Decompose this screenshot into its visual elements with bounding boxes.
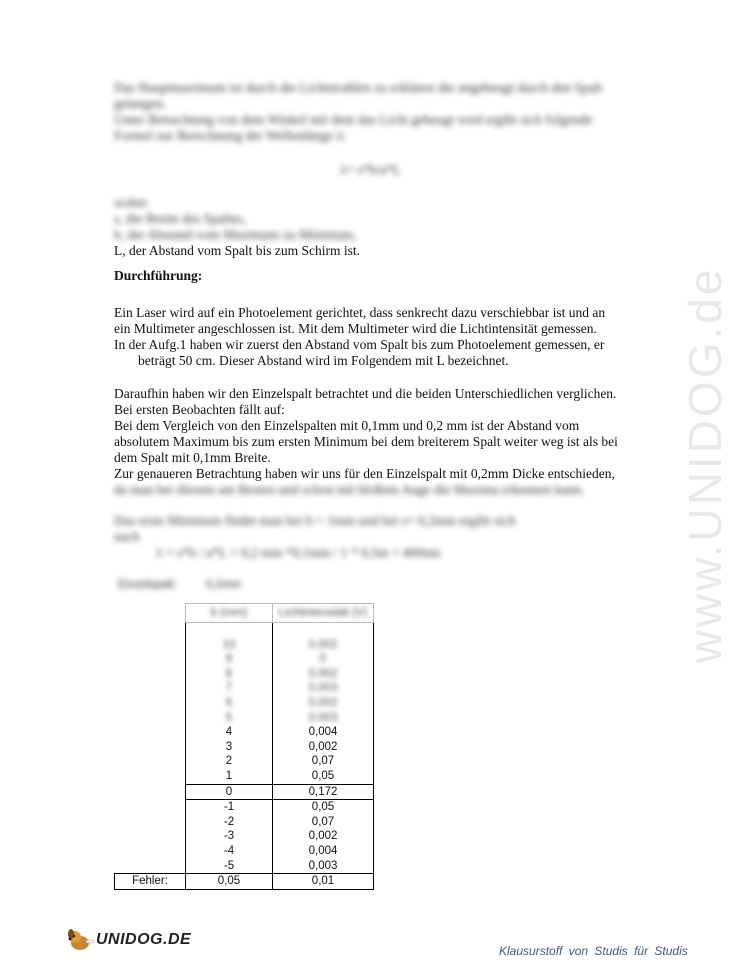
intro-line-4: Formel zur Berechnung der Wellenlänge λ:: [114, 128, 347, 143]
header-intensity: Lichtintensität (V): [273, 604, 374, 623]
table-row: 3 0,002: [115, 740, 374, 755]
intro-line-1: Das Hauptmaximum ist durch die Lichtstrahlen zu erklären die ungebeugt durch den Spalt: [114, 80, 603, 95]
p1-line-1: Ein Laser wird auf ein Photoelement gerichtet, dass senkrecht dazu verschiebbar ist und an: [114, 305, 606, 320]
error-label: Fehler:: [115, 874, 186, 890]
table-row: -3 0,002: [115, 829, 374, 844]
table-row: 6 0,002: [115, 696, 374, 711]
p1-line-3: In der Aufg.1 haben wir zuerst den Abstand vom Spalt bis zum Photoelement gemessen, er: [114, 337, 605, 352]
table-row: 5 0,003: [115, 711, 374, 726]
table-row: 2 0,07: [115, 754, 374, 769]
def-L: L, der Abstand vom Spalt bis zum Schirm ist.: [114, 243, 360, 258]
calc-line-3: λ = s*b / a*L = 0,2 mm *0,1mm / 1 * 0,5m = 400nm: [156, 545, 441, 560]
calc-line-1: Das erste Minimum findet man bei b = 1mm und bei s= 0,2mm ergibt sich: [114, 513, 516, 528]
footer-slogan: Klausurstoff von Studis für Studis: [499, 944, 688, 958]
table-row: 10 0,002: [115, 638, 374, 653]
error-row: Fehler: 0,05 0,01: [115, 874, 374, 890]
intensity-table: [114, 603, 374, 890]
calc-line-2: nach: [114, 529, 140, 544]
header-b: b (mm): [186, 604, 273, 623]
p2-line-4: absolutem Maximum bis zum ersten Minimum bei dem breiterem Spalt weiter weg ist als bei: [114, 434, 618, 449]
p2-line-6: Zur genaueren Betrachtung haben wir uns für den Einzelspalt mit 0,2mm Dicke entschieden,: [114, 466, 615, 481]
formula: λ= s*b/a*L: [340, 162, 402, 177]
table-row: 7 0,003: [115, 681, 374, 696]
p2-line-7: da man bei diesem am Besten und schon mit bloßem Auge die Maxima erkennen kann.: [114, 482, 585, 497]
table-row: 4 0,004: [115, 725, 374, 740]
table-caption-value: 0,2mm: [206, 579, 242, 591]
table-row: -1 0,05: [115, 800, 374, 815]
table-caption-label: Einzelspalt:: [118, 579, 177, 591]
table-row: 9 0: [115, 652, 374, 667]
dog-icon: [66, 928, 96, 952]
def-s: s, die Breite des Spaltes,: [114, 211, 246, 226]
table-row: -5 0,003: [115, 859, 374, 874]
table-row: -2 0,07: [115, 815, 374, 830]
p1-line-4: beträgt 50 cm. Dieser Abstand wird im Folgendem mit L bezeichnet.: [138, 353, 509, 368]
p2-line-1: Daraufhin haben wir den Einzelspalt betrachtet und die beiden Unterschiedlichen verglichen.: [114, 386, 617, 401]
footer-logo: [66, 928, 191, 952]
def-b: b, der Abstand vom Maximum zu Minimum,: [114, 227, 357, 242]
p2-line-3: Bei dem Vergleich von den Einzelspalten mit 0,1mm und 0,2 mm ist der Abstand vom: [114, 418, 580, 433]
logo-text: UNIDOG.DE: [96, 931, 192, 948]
wobei-label: wobei: [114, 195, 147, 210]
intro-line-2: gelangen.: [114, 96, 167, 111]
watermark: [680, 250, 730, 680]
section-heading: Durchführung:: [114, 268, 203, 283]
p1-line-2: ein Multimeter angeschlossen ist. Mit dem Multimeter wird die Lichtintensität gemessen.: [114, 321, 597, 336]
intro-line-3: Unter Betrachtung von dem Winkel mit dem das Licht gebeugt wird ergibt sich folgende: [114, 112, 593, 127]
table-row: 8 0,002: [115, 667, 374, 682]
p2-line-2: Bei ersten Beobachten fällt auf:: [114, 402, 285, 417]
table-header-row: [115, 604, 374, 623]
max-row: 0 0,172: [115, 784, 374, 800]
p2-line-5: dem Spalt mit 0,1mm Breite.: [114, 450, 271, 465]
table-row: 1 0,05: [115, 769, 374, 784]
watermark-text: www.UNIDOG.de: [679, 266, 731, 664]
table-row: -4 0,004: [115, 844, 374, 859]
